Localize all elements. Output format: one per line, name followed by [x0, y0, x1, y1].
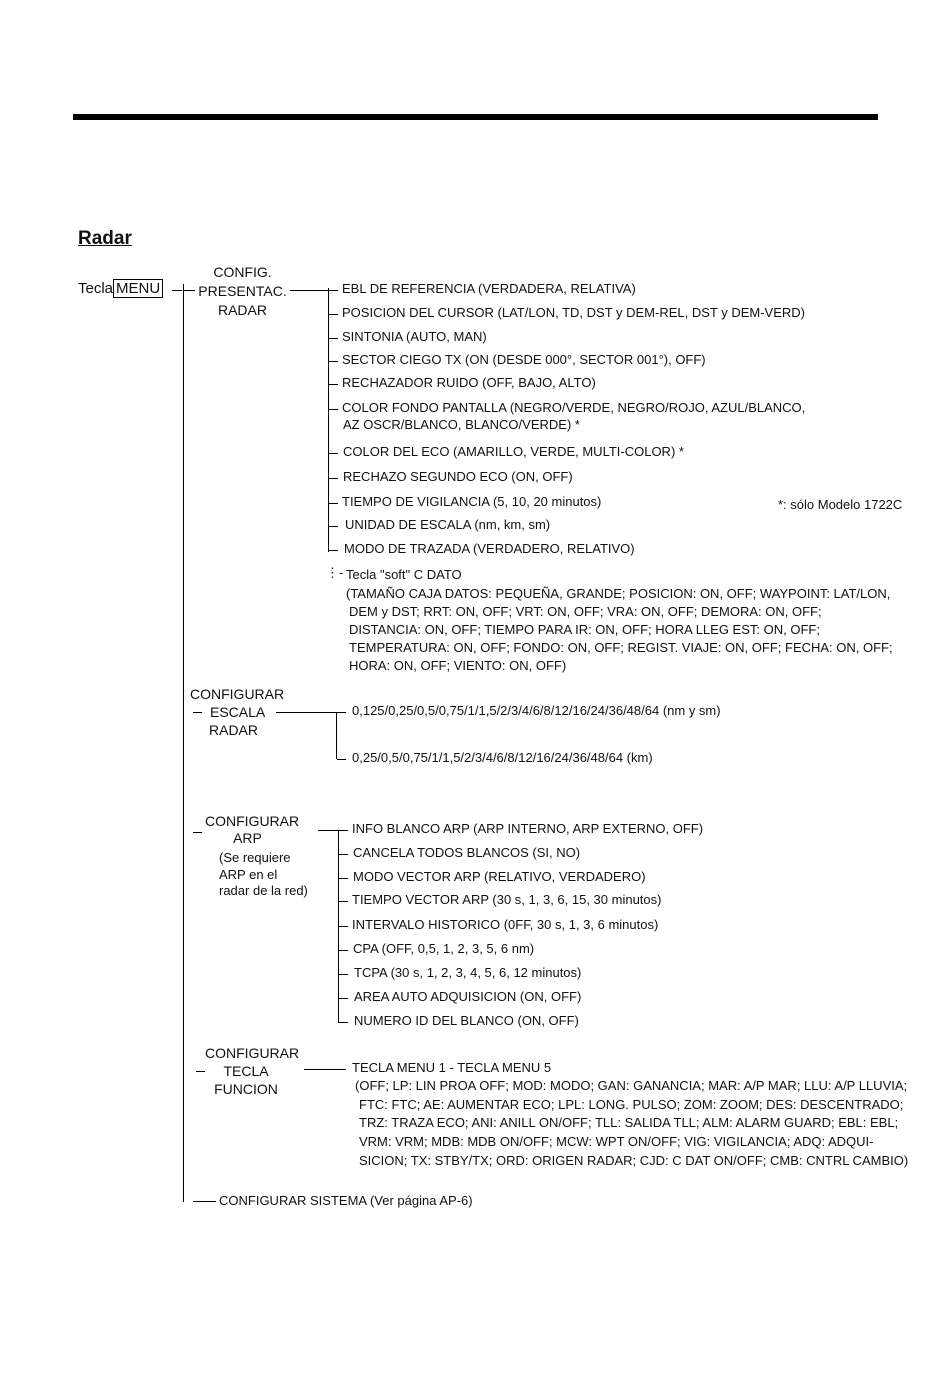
g3-branch [339, 1022, 348, 1023]
g3-branch [339, 854, 348, 855]
g3-branch [339, 950, 348, 951]
g4-stub [196, 1071, 205, 1072]
g1-label-line: RADAR [217, 302, 267, 318]
menu-key: MENU [113, 279, 163, 298]
g4-connector [304, 1069, 346, 1070]
g3-connector [318, 830, 338, 831]
g2-label-bottom: RADAR [209, 722, 259, 738]
g1-soft-line: (TAMAÑO CAJA DATOS: PEQUEÑA, GRANDE; POSICION: ON, OFF; WAYPOINT: LAT/LON, [346, 586, 891, 601]
g2-trunk [336, 712, 337, 759]
g4-label-line: CONFIGURAR [205, 1045, 300, 1061]
root-prefix: Tecla [78, 280, 114, 297]
g4-detail-line: SICION; TX: STBY/TX; ORD: ORIGEN RADAR; CJD: C DAT ON/OFF; CMB: CNTRL CAMBIO) [359, 1153, 909, 1168]
g1-branch [329, 503, 338, 504]
g1-soft-line: DISTANCIA: ON, OFF; TIEMPO PARA IR: ON, OFF; HORA LLEG EST: ON, OFF; [349, 622, 820, 637]
g1-branch [329, 409, 338, 410]
g1-stub [183, 290, 195, 291]
g3-item: NUMERO ID DEL BLANCO (ON, OFF) [354, 1013, 579, 1028]
g1-branch [329, 384, 338, 385]
g3-branch [339, 878, 348, 879]
g3-item: AREA AUTO ADQUISICION (ON, OFF) [354, 989, 582, 1004]
g3-item: INFO BLANCO ARP (ARP INTERNO, ARP EXTERNO, OFF) [352, 821, 704, 836]
g3-label [205, 813, 300, 847]
g4-label [205, 1044, 300, 1098]
g3-requirement [219, 850, 308, 900]
g1-label [195, 263, 290, 320]
g5-connector [193, 1201, 216, 1202]
page-title: Radar [78, 228, 132, 249]
g2-connector [276, 712, 336, 713]
g3-item: TCPA (30 s, 1, 2, 3, 4, 5, 6, 12 minutos) [354, 965, 582, 980]
g1-connector [290, 290, 328, 291]
g2-branch [337, 759, 346, 760]
g3-item: MODO VECTOR ARP (RELATIVO, VERDADERO) [353, 869, 646, 884]
g1-branch [329, 478, 338, 479]
g1-label-line: CONFIG. [213, 264, 272, 280]
g1-branch [329, 314, 338, 315]
g3-item: TIEMPO VECTOR ARP (30 s, 1, 3, 6, 15, 30 minutos) [352, 892, 662, 907]
g1-branch [329, 290, 338, 291]
g3-requirement-line: ARP en el [219, 866, 278, 882]
g1-item: POSICION DEL CURSOR (LAT/LON, TD, DST y DEM-REL, DST y DEM-VERD) [342, 305, 806, 320]
g5-item: CONFIGURAR SISTEMA (Ver página AP-6) [219, 1193, 473, 1208]
g1-item: UNIDAD DE ESCALA (nm, km, sm) [345, 517, 551, 532]
g2-item: 0,125/0,25/0,5/0,75/1/1,5/2/3/4/6/8/12/16/24/36/48/64 (nm y sm) [352, 703, 721, 718]
g3-item: CPA (OFF, 0,5, 1, 2, 3, 5, 6 nm) [353, 941, 535, 956]
g1-item: SINTONIA (AUTO, MAN) [342, 329, 487, 344]
g1-branch [329, 526, 338, 527]
g3-branch [339, 830, 348, 831]
g3-branch [339, 901, 348, 902]
g3-requirement-line: radar de la red) [219, 883, 308, 898]
g2-label-top: CONFIGURAR [190, 686, 285, 702]
g1-soft-key: Tecla "soft" C DATO [346, 567, 462, 582]
g1-item: RECHAZO SEGUNDO ECO (ON, OFF) [343, 469, 573, 484]
g3-item: CANCELA TODOS BLANCOS (SI, NO) [353, 845, 581, 860]
g1-item: RECHAZADOR RUIDO (OFF, BAJO, ALTO) [342, 375, 596, 390]
g3-branch [339, 926, 348, 927]
g1-soft-line: DEM y DST; RRT: ON, OFF; VRT: ON, OFF; VRA: ON, OFF; DEMORA: ON, OFF; [349, 604, 822, 619]
g1-soft-line: TEMPERATURA: ON, OFF; FONDO: ON, OFF; REGIST. VIAJE: ON, OFF; FECHA: ON, OFF; [349, 640, 893, 655]
model-note: *: sólo Modelo 1722C [778, 497, 903, 512]
header-rule [73, 114, 878, 120]
g4-item: TECLA MENU 1 - TECLA MENU 5 [352, 1060, 552, 1075]
g1-item: COLOR FONDO PANTALLA (NEGRO/VERDE, NEGRO/ROJO, AZUL/BLANCO, [342, 400, 806, 415]
g3-branch [339, 998, 348, 999]
g1-item-continued: AZ OSCR/BLANCO, BLANCO/VERDE) * [343, 417, 580, 432]
g3-label-line: ARP [233, 830, 262, 846]
root-label [78, 280, 163, 297]
g4-label-line: FUNCION [214, 1081, 278, 1097]
g4-detail-line: VRM: VRM; MDB: MDB ON/OFF; MCW: WPT ON/OFF; VIG: VIGILANCIA; ADQ: ADQUI- [359, 1134, 874, 1149]
g2-label-mid: ESCALA [210, 704, 266, 720]
g1-trunk [328, 288, 329, 552]
g1-soft-line: HORA: ON, OFF; VIENTO: ON, OFF) [349, 658, 567, 673]
g3-label-line: CONFIGURAR [205, 813, 300, 829]
g1-item: EBL DE REFERENCIA (VERDADERA, RELATIVA) [342, 281, 636, 296]
g1-item: SECTOR CIEGO TX (ON (DESDE 000°, SECTOR 001°), OFF) [342, 352, 706, 367]
g3-requirement-line: (Se requiere [219, 850, 291, 865]
g3-item: INTERVALO HISTORICO (0FF, 30 s, 1, 3, 6 minutos) [352, 917, 659, 932]
g2-stub [193, 712, 202, 713]
g1-item: COLOR DEL ECO (AMARILLO, VERDE, MULTI-COLOR) * [343, 444, 684, 459]
g1-label-line: PRESENTAC. [198, 283, 287, 299]
g4-detail-line: (OFF; LP: LIN PROA OFF; MOD: MODO; GAN: GANANCIA; MAR: A/P MAR; LLU: A/P LLUVIA; [355, 1078, 908, 1093]
g4-label-line: TECLA [223, 1063, 269, 1079]
g1-branch [329, 453, 338, 454]
g4-detail-line: TRZ: TRAZA ECO; ANI: ANILL ON/OFF; TLL: SALIDA TLL; ALM: ALARM GUARD; EBL: EBL; [359, 1115, 899, 1130]
g1-branch [329, 550, 338, 551]
g1-branch [329, 338, 338, 339]
g3-branch [339, 974, 348, 975]
g1-item: MODO DE TRAZADA (VERDADERO, RELATIVO) [344, 541, 635, 556]
g3-stub [193, 832, 202, 833]
g4-detail-line: FTC: FTC; AE: AUMENTAR ECO; LPL: LONG. PULSO; ZOM: ZOOM; DES: DESCENTRADO; [359, 1097, 904, 1112]
g2-item: 0,25/0,5/0,75/1/1,5/2/3/4/6/8/12/16/24/36/48/64 (km) [352, 750, 653, 765]
g1-item: TIEMPO DE VIGILANCIA (5, 10, 20 minutos) [342, 494, 602, 509]
g1-soft-branch: ⋮- [326, 565, 344, 580]
g1-branch [329, 361, 338, 362]
main-trunk [183, 284, 184, 1202]
g2-branch [337, 712, 346, 713]
root-connector [172, 290, 182, 291]
